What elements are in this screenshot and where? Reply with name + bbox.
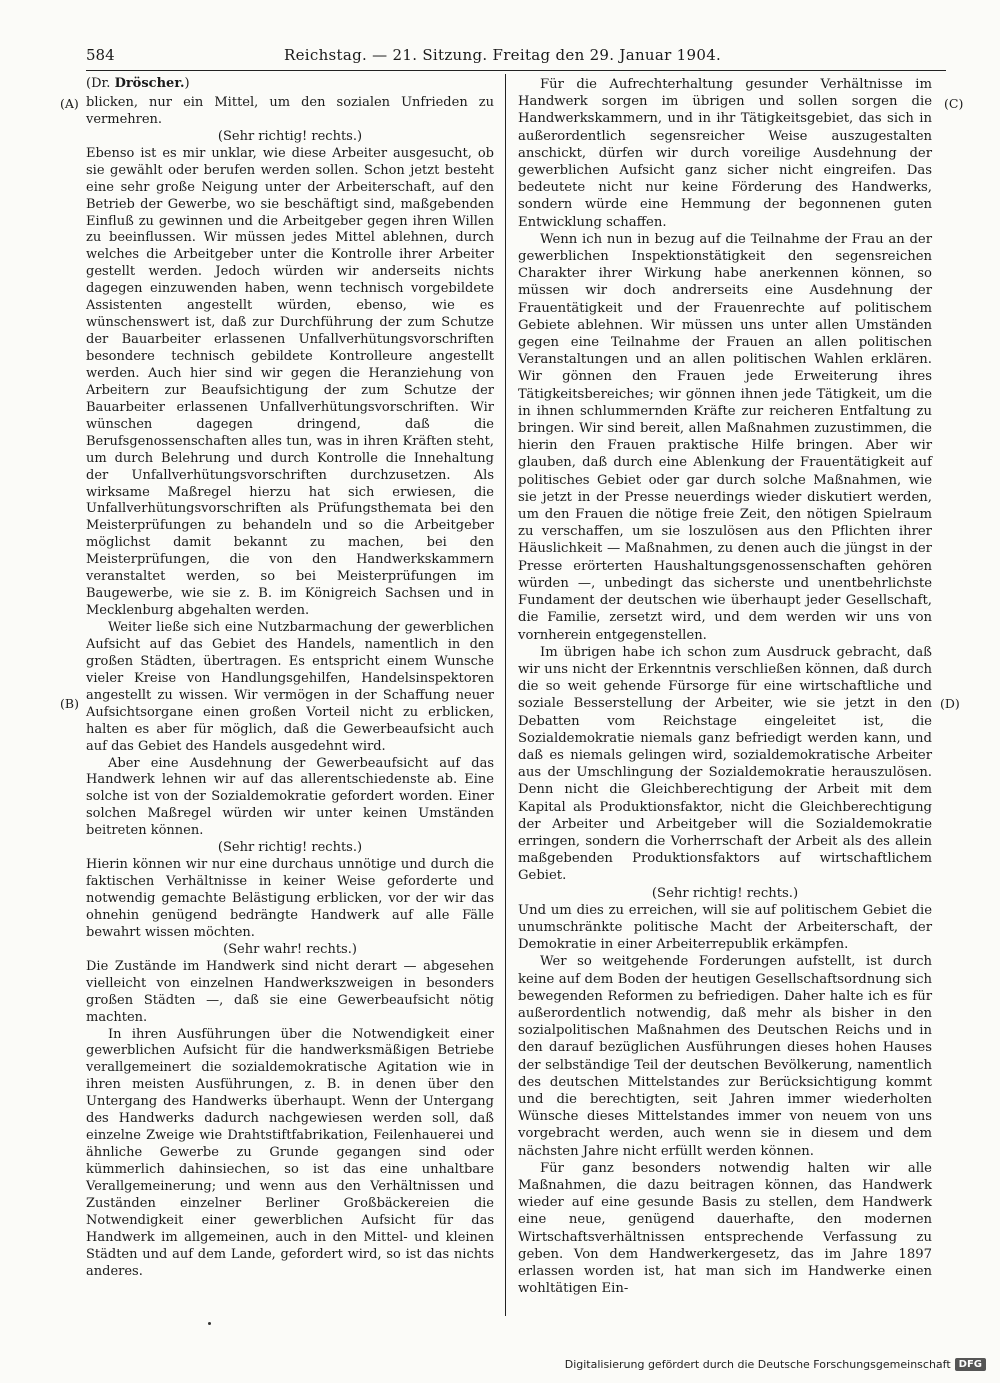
margin-marker-d: (D) — [940, 696, 960, 711]
interjection: (Sehr richtig! rechts.) — [217, 128, 363, 144]
column-divider — [505, 74, 506, 1316]
footer — [565, 1358, 986, 1371]
paragraph: Und um dies zu erreichen, will sie auf politischem Gebiet die unumschränkte politische Macht der Arbeiterschaft, der Demokratie in einer Arbeiterrepublik erkämpfen. — [518, 902, 932, 953]
paragraph: Im übrigen habe ich schon zum Ausdruck gebracht, daß wir uns nicht der Erkenntnis verschließen können, daß durch die so weit gehende Fürsorge für eine wirtschaftliche und soziale Besserstellung der Arbeiter, wie sie jetzt in den Debatten vom Reichstage eingeleitet ist, die Sozialdemokratie niemals ganz befriedigt werden kann, und daß es niemals gelingen wird, sozialdemokratische Arbeiter aus der Umschlingung der Sozialdemokratie herauszulösen. Denn nicht die Gleichberechtigung der Arbeit mit dem Kapital als Produktionsfaktor, nicht die Gleichberechtigung der Arbeiter und Arbeitgeber will die Sozialdemokratie erringen, sondern die Vorherrschaft der Arbeit als des allein maßgebenden Produktionsfaktors auf wirtschaftlichem Gebiet. — [518, 644, 932, 884]
paragraph: Für die Aufrechterhaltung gesunder Verhältnisse im Handwerk sorgen im übrigen und sollen sorgen die Handwerkskammern, und in ihr Tätigkeitsgebiet, das sich in außerordentlich segensreicher Weise auszugestalten anschickt, dürfen wir durch voreilige Ausdehnung der gewerblichen Aufsicht ganz sicher nicht eingreifen. Das bedeutete nicht nur keine Förderung des Handwerks, sondern würde eine Hemmung der begonnenen guten Entwicklung schaffen. — [518, 77, 932, 230]
page-number: 584 — [86, 46, 115, 64]
left-column — [86, 76, 494, 1281]
footer-credit: Digitalisierung gefördert durch die Deutsche Forschungsgemeinschaft — [564, 1358, 951, 1371]
paragraph: Wenn ich nun in bezug auf die Teilnahme der Frau an der gewerblichen Inspektionstätigkeit den segensreichen Charakter ihrer Wirkung habe anerkennen können, so müssen wir doch andrerseits eine Ausdehnung der Frauentätigkeit und der Frauenrechte auf politischem Gebiete ablehnen. Wir müssen uns unter allen Umständen gegen eine Teilnahme der Frauen an allen politischen Veranstaltungen und an allen politischen Wahlen erklären. Wir gönnen den Frauen jede Erweiterung ihres Tätigkeitsbereiches; wir gönnen ihnen jede Tätigkeit, um die in ihnen schlummernden Kräfte zur reicheren Entfaltung zu bringen. Wir sind bereit, allen Maßnahmen zuzustimmen, die hierin den Frauen praktische Hilfe bringen. Aber wir glauben, daß durch eine Ablenkung der Frauentätigkeit auf politisches Gebiet oder gar durch solche Maßnahmen, wie sie jetzt in der Presse neuerdings wieder diskutiert werden, um den Frauen die nötige freie Zeit, den nötigen Spielraum zu verschaffen, um sie loszulösen aus den Pflichten ihrer Häuslichkeit — Maßnahmen, zu denen auch die jüngst in der Presse erörterten Haushaltungsgenossenschaften gehören würden —, unbedingt das sicherste und unentbehrlichste Fundament der deutschen wie überhaupt jeder Gesellschaft, die Familie, zersetzt wird, und dem werden wir uns von vornherein entgegenstellen. — [518, 231, 932, 643]
paragraph: Für ganz besonders notwendig halten wir alle Maßnahmen, die dazu beitragen können, das Handwerk wieder auf eine gesunde Basis zu stellen, dem Handwerk eine neue, genügend dauerhafte, den modernen Wirtschaftsverhältnissen entsprechende Verfassung zu geben. Von dem Handwerkergesetz, das im Jahre 1897 erlassen worden ist, hat man sich im Handwerke einen wohltätigen Ein- — [518, 1160, 932, 1297]
paragraph: In ihren Ausführungen über die Notwendigkeit einer gewerblichen Aufsicht für die handwerksmäßigen Betriebe verallgemeinert die sozialdemokratische Agitation wie in ihren meisten Ausführungen, z. B. in denen über den Untergang des Handwerks überhaupt. Wenn der Untergang des Handwerks dadurch nachgewiesen werden soll, daß einzelne Zweige wie Drahtstiftfabrikation, Feilenhauerei und ähnliche Gewerbe zu Grunde gegangen sind oder kümmerlich dahinsiechen, so ist das eine unhaltbare Verallgemeinerung; und wenn aus den Verhältnissen und Zuständen einzelner Berliner Großbäckereien die Notwendigkeit einer gewerblichen Aufsicht für das Handwerk im allgemeinen, auch in den Mittel- und kleinen Städten und auf dem Lande, gefordert wird, so ist das nichts anderes. — [86, 1026, 494, 1279]
interjection: (Sehr richtig! rechts.) — [651, 885, 799, 901]
page-header — [86, 46, 946, 70]
paragraph: Hierin können wir nur eine durchaus unnötige und durch die faktischen Verhältnisse in keiner Weise geforderte und notwendig gemachte Belästigung erblicken, vor der wir das ohnehin genügend bedrängte Handwerk auf alle Fälle bewahrt wissen möchten. — [86, 857, 494, 940]
paragraph: Wer so weitgehende Forderungen aufstellt, ist durch keine auf dem Boden der heutigen Gesellschaftsordnung sich bewegenden Reformen zu befriedigen. Daher halte ich es für außerordentlich notwendig, daß mehr als bisher in den sozialpolitischen Maßnahmen des Deutschen Reichs und in den darauf bezüglichen Ausführungen dieses hohen Hauses der selbständige Teil der deutschen Bevölkerung, namentlich des deutschen Mittelstandes zur Berücksichtigung kommt und die berechtigten, seit Jahren immer wiederholten Wünsche dieses Mittelstandes immer von neuem von uns vorgebracht werden, auch wenn sie in diesem und dem nächsten Jahre nicht erfüllt werden können. — [518, 954, 932, 1159]
interjection: (Sehr wahr! rechts.) — [223, 941, 357, 957]
paragraph: Die Zustände im Handwerk sind nicht derart — abgesehen vielleicht von einzelnen Handwerkszweigen in besonders großen Städten —, daß sie eine Gewerbeaufsicht nötig machten. — [86, 958, 494, 1025]
margin-marker-a: (A) — [60, 96, 79, 111]
speaker-label — [86, 76, 494, 93]
right-column — [518, 76, 932, 1297]
interjection: (Sehr richtig! rechts.) — [217, 840, 363, 856]
paragraph: Weiter ließe sich eine Nutzbarmachung der gewerblichen Aufsicht auf das Gebiet des Handels, namentlich in den großen Städten, übertragen. Es entspricht einem Wunsche vieler Kreise von Handlungsgehilfen, Handelsinspektoren angestellt zu wissen. Wir vermögen in der Schaffung neuer Aufsichtsorgane einen großen Vorteil nicht zu erblicken, halten es aber für möglich, daß die Gewerbeaufsicht auch auf das Gebiet des Handels ausgedehnt wird. — [86, 620, 494, 754]
speaker-prefix: (Dr. — [86, 76, 111, 91]
paragraph: Ebenso ist es mir unklar, wie diese Arbeiter ausgesucht, ob sie gewählt oder berufen werden sollen. Schon jetzt besteht eine sehr große Neigung unter der Arbeiterschaft, auf den Betrieb der Gewerbe, wo sie beschäftigt sind, maßgebenden Einfluß zu gewinnen und die Arbeitgeber gegen ihren Willen zu beeinflussen. Wir müssen jedes Mittel ablehnen, durch welches die Arbeitgeber unter die Kontrolle ihrer Arbeiter gestellt werden. Jedoch würden wir anderseits nichts dagegen einzuwenden haben, wenn technisch vorgebildete Assistenten angestellt würden, ebenso, wie es wünschenswert ist, daß zur Durchführung der zum Schutze der Bauarbeiter erlassenen Unfallverhütungsvorschriften besondere technisch gebildete Kontrolleure angestellt werden. Auch hier sind wir gegen die Heranziehung von Arbeitern zur Beaufsichtigung der zum Schutze der Bauarbeiter erlassenen Unfallverhütungsvorschriften. Wir wünschen dagegen dringend, daß die Berufsgenossenschaften alles tun, was in ihren Kräften steht, um durch Belehrung und durch Kontrolle die Innehaltung der Unfallverhütungsvorschriften durchzusetzen. Als wirksame Maßregel hierzu hat sich erwiesen, die Unfallverhütungsvorschriften als Prüfungsthemata bei den Meisterprüfungen zu behandeln und so die Arbeitgeber möglichst damit bekannt zu machen, bei den Meisterprüfungen, die von den Handwerkskammern veranstaltet werden, so bei Meisterprüfungen im Baugewerbe, wie sie z. B. im Königreich Sachsen und in Mecklenburg abgehalten werden. — [86, 145, 494, 619]
running-head: Reichstag. — 21. Sitzung. Freitag den 29. Januar 1904. — [284, 46, 722, 64]
stray-dot — [208, 1322, 211, 1325]
header-rule — [86, 70, 946, 71]
margin-marker-b: (B) — [60, 696, 79, 711]
dfg-logo: DFG — [955, 1358, 986, 1371]
speaker-suffix: ) — [184, 76, 190, 91]
paragraph: Aber eine Ausdehnung der Gewerbeaufsicht auf das Handwerk lehnen wir auf das allerentschiedenste ab. Eine solche ist von der Sozialdemokratie gefordert worden. Einer solchen Maßregel würden wir unter keinen Umständen beitreten können. — [86, 755, 494, 839]
margin-marker-c: (C) — [944, 96, 964, 111]
speaker-name: Dröscher. — [114, 76, 185, 91]
paragraph: blicken, nur ein Mittel, um den sozialen Unfrieden zu vermehren. — [86, 94, 494, 127]
